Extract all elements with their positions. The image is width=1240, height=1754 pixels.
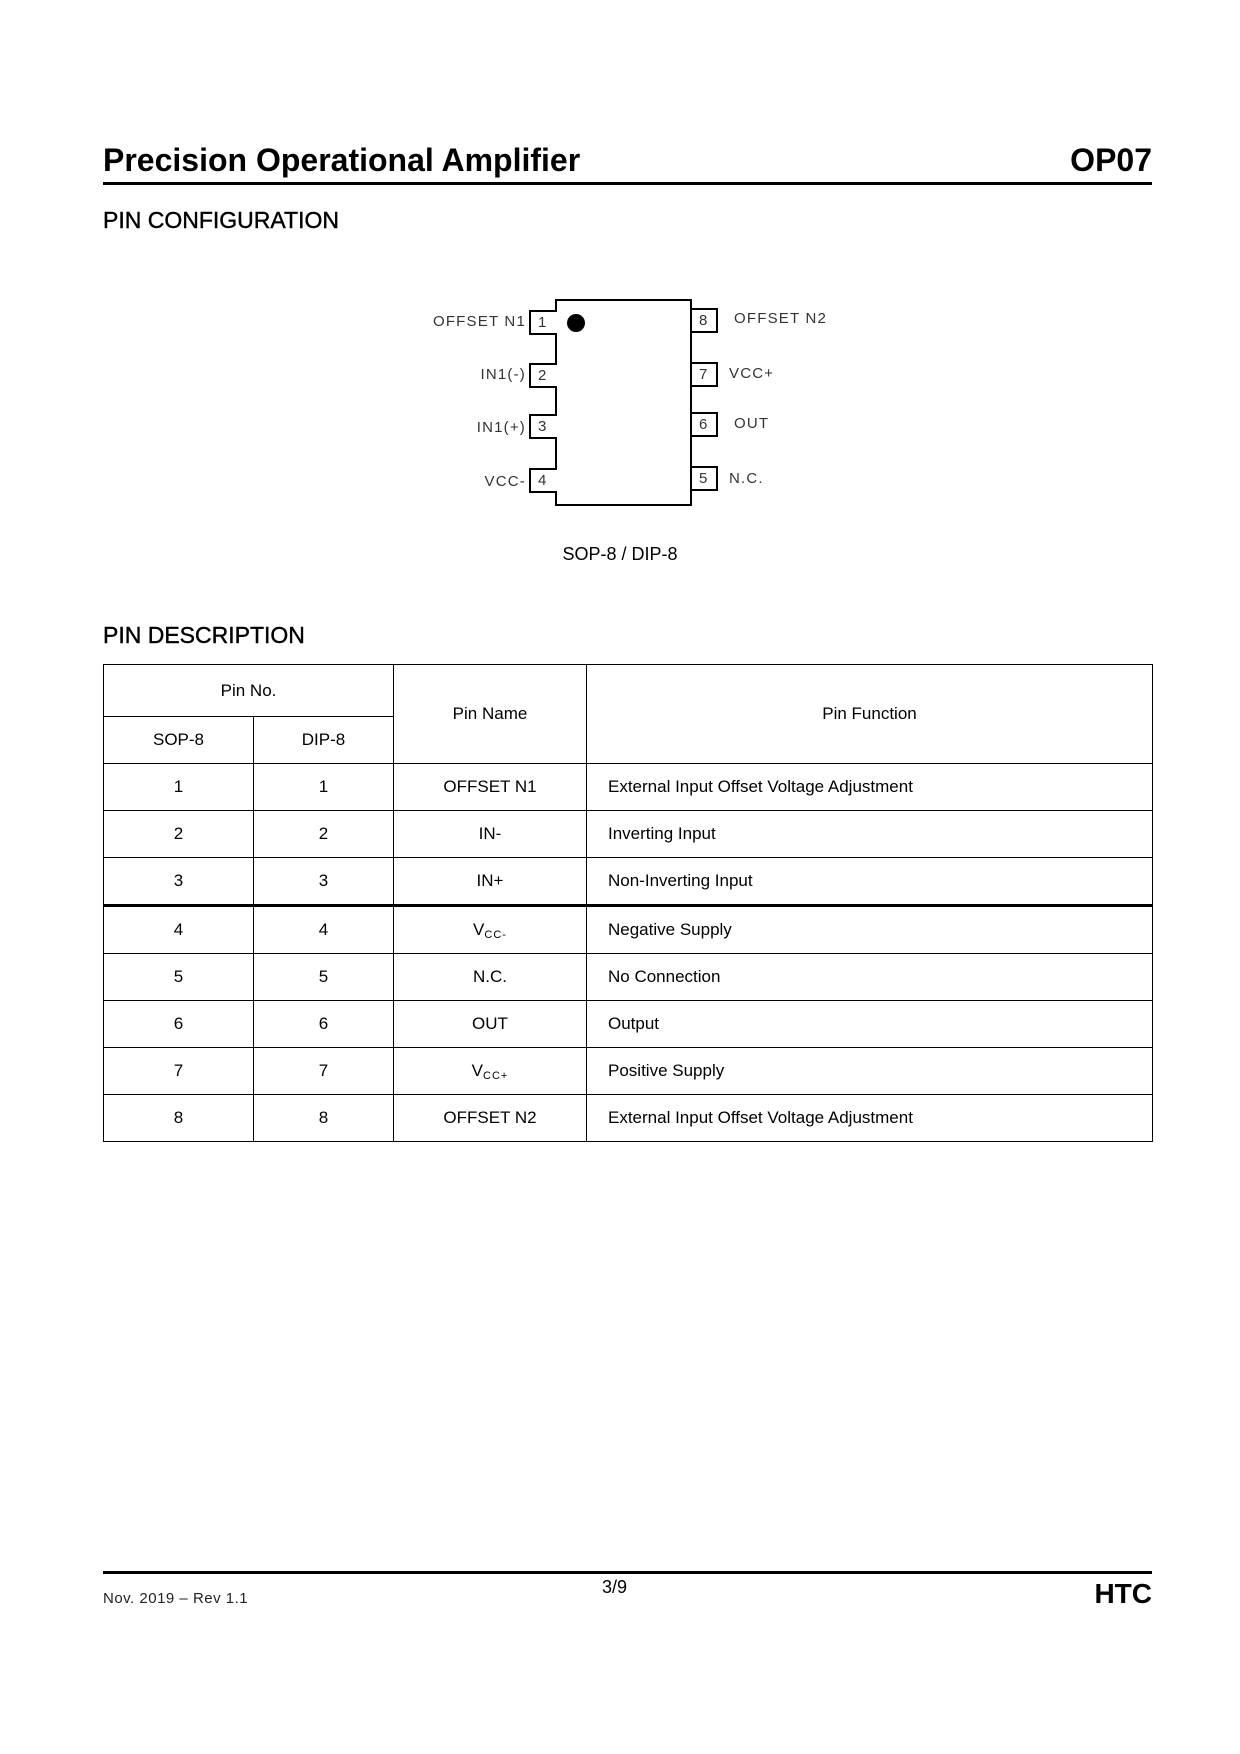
- section-heading-pin-description: PIN DESCRIPTION: [103, 622, 305, 648]
- pin-label-6: OUT: [734, 415, 770, 432]
- cell-pin-function: External Input Offset Voltage Adjustment: [587, 1095, 1153, 1142]
- cell-sop8: 7: [104, 1048, 254, 1095]
- pin-label-2: IN1(-): [480, 366, 526, 383]
- cell-sop8: 2: [104, 811, 254, 858]
- cell-sop8: 6: [104, 1001, 254, 1048]
- header-dip8: DIP-8: [254, 717, 394, 764]
- pin-label-8: OFFSET N2: [734, 310, 828, 327]
- package-caption: SOP-8 / DIP-8: [562, 544, 678, 564]
- cell-dip8: 2: [254, 811, 394, 858]
- pin-box-3: 3: [529, 414, 557, 439]
- pin-box-7: 7: [690, 362, 718, 387]
- pin-box-1: 1: [529, 310, 557, 335]
- cell-dip8: 7: [254, 1048, 394, 1095]
- cell-dip8: 1: [254, 764, 394, 811]
- table-row: [104, 1001, 1153, 1048]
- pin-name-subscript: CC+: [483, 1069, 509, 1082]
- cell-pin-function: Non-Inverting Input: [587, 858, 1153, 906]
- pin-label-4: VCC-: [484, 473, 526, 490]
- header-pin-function: Pin Function: [587, 665, 1153, 764]
- table-row: [104, 764, 1153, 811]
- table-row: [104, 1095, 1153, 1142]
- cell-pin-function: Output: [587, 1001, 1153, 1048]
- pin-box-6: 6: [690, 412, 718, 437]
- table-row: [104, 954, 1153, 1001]
- header-pin-name: Pin Name: [394, 665, 587, 764]
- pin-label-5: N.C.: [729, 470, 764, 487]
- cell-pin-function: Negative Supply: [587, 906, 1153, 954]
- pin-name-subscript: CC-: [484, 928, 507, 941]
- pin-box-5: 5: [690, 466, 718, 491]
- table-row: [104, 858, 1153, 906]
- cell-pin-name: IN-: [394, 811, 587, 858]
- pin-box-4: 4: [529, 468, 557, 493]
- cell-pin-name: OUT: [394, 1001, 587, 1048]
- pin-box-8: 8: [690, 308, 718, 333]
- cell-pin-name: OFFSET N1: [394, 764, 587, 811]
- page-number: 3/9: [602, 1577, 628, 1597]
- part-number: OP07: [1070, 142, 1152, 178]
- cell-sop8: 5: [104, 954, 254, 1001]
- cell-dip8: 3: [254, 858, 394, 906]
- header-sop8: SOP-8: [104, 717, 254, 764]
- cell-sop8: 4: [104, 906, 254, 954]
- pin-label-7: VCC+: [729, 365, 775, 382]
- cell-pin-function: No Connection: [587, 954, 1153, 1001]
- footer-rule: [103, 1571, 1152, 1574]
- pin-label-1: OFFSET N1: [432, 313, 526, 330]
- cell-pin-function: External Input Offset Voltage Adjustment: [587, 764, 1153, 811]
- cell-sop8: 3: [104, 858, 254, 906]
- footer-date-revision: Nov. 2019 – Rev 1.1: [103, 1590, 249, 1607]
- brand-logo-text: HTC: [1094, 1578, 1152, 1609]
- cell-pin-function: Inverting Input: [587, 811, 1153, 858]
- cell-sop8: 8: [104, 1095, 254, 1142]
- table-row: [104, 906, 1153, 954]
- cell-sop8: 1: [104, 764, 254, 811]
- cell-pin-name: N.C.: [394, 954, 587, 1001]
- pin-name-base: V: [471, 1060, 484, 1080]
- cell-dip8: 8: [254, 1095, 394, 1142]
- table-header-row: [104, 665, 1153, 717]
- cell-dip8: 6: [254, 1001, 394, 1048]
- pin-box-2: 2: [529, 363, 557, 388]
- cell-pin-name: IN+: [394, 858, 587, 906]
- table-row: [104, 1048, 1153, 1095]
- header-rule: [103, 182, 1152, 185]
- cell-pin-name: [394, 1048, 587, 1095]
- pin-label-3: IN1(+): [476, 419, 526, 436]
- cell-dip8: 4: [254, 906, 394, 954]
- cell-pin-function: Positive Supply: [587, 1048, 1153, 1095]
- table-row: [104, 811, 1153, 858]
- pin1-marker-icon: [567, 314, 585, 332]
- header-pin-no: Pin No.: [104, 665, 394, 717]
- pin-name-base: V: [473, 919, 485, 939]
- pin-description-table: [103, 664, 1153, 1142]
- cell-dip8: 5: [254, 954, 394, 1001]
- document-title: Precision Operational Amplifier: [103, 142, 581, 178]
- cell-pin-name: OFFSET N2: [394, 1095, 587, 1142]
- section-heading-pin-configuration: PIN CONFIGURATION: [103, 207, 339, 233]
- cell-pin-name: [394, 906, 587, 954]
